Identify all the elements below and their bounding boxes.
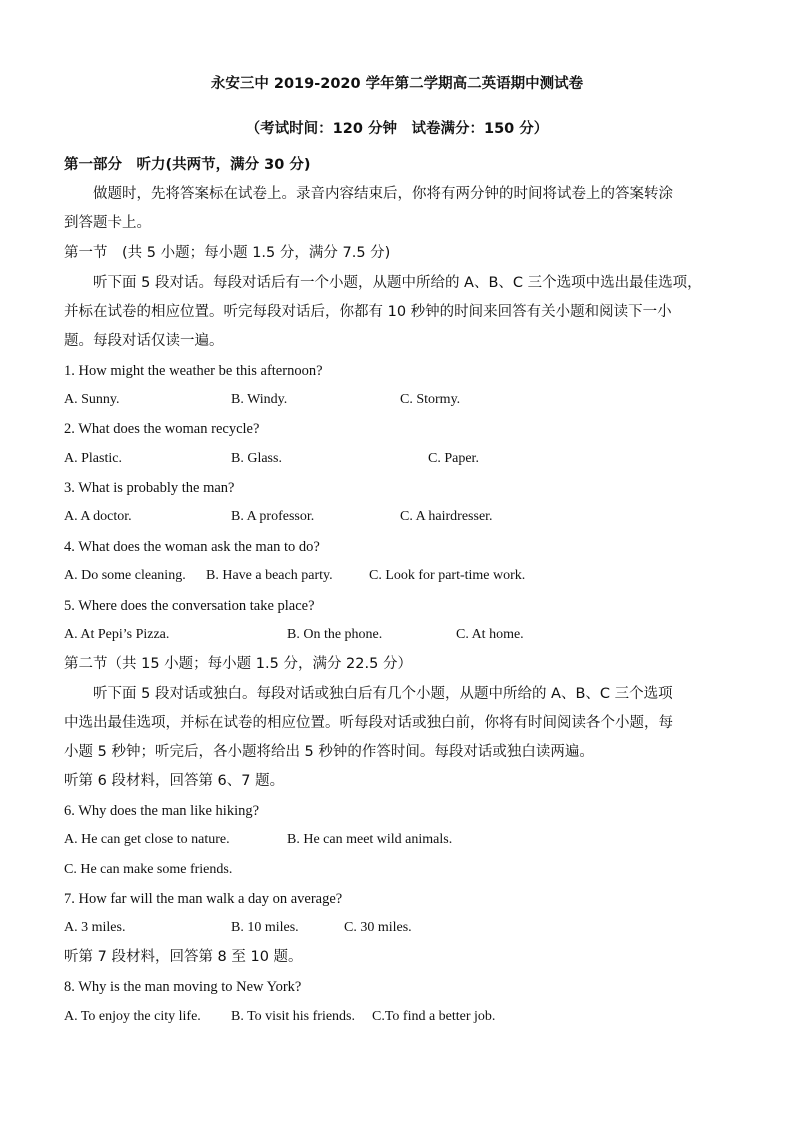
part1-instruction-line2: 到答题卡上。	[64, 215, 151, 231]
q6-option-c: C. He can make some friends.	[64, 862, 233, 877]
question-8: 8. Why is the man moving to New York?	[64, 979, 302, 995]
q8-option-c: C.To find a better job.	[372, 1009, 496, 1024]
q3-option-a: A. A doctor.	[64, 509, 132, 524]
q7-option-a: A. 3 miles.	[64, 920, 126, 935]
q2-option-b: B. Glass.	[231, 451, 282, 466]
section2-heading: 第二节（共 15 小题；每小题 1.5 分，满分 22.5 分）	[64, 656, 412, 672]
q5-option-a: A. At Pepi’s Pizza.	[64, 627, 170, 642]
q5-option-b: B. On the phone.	[287, 627, 383, 642]
q4-option-b: B. Have a beach party.	[206, 568, 333, 583]
q2-option-c: C. Paper.	[428, 451, 479, 466]
section1-instruction-line1: 听下面 5 段对话。每段对话后有一个小题，从题中所给的 A、B、C 三个选项中选出最佳选项，	[64, 275, 702, 291]
q4-option-c: C. Look for part-time work.	[369, 568, 526, 583]
q3-option-c: C. A hairdresser.	[400, 509, 493, 524]
question-6: 6. Why does the man like hiking?	[64, 803, 260, 819]
part1-instruction-line1: 做题时，先将答案标在试卷上。录音内容结束后，你将有两分钟的时间将试卷上的答案转涂	[64, 186, 673, 202]
section1-heading: 第一节 (共 5 小题；每小题 1.5 分，满分 7.5 分)	[64, 245, 391, 261]
q4-option-a: A. Do some cleaning.	[64, 568, 186, 583]
question-4: 4. What does the woman ask the man to do?	[64, 539, 320, 555]
q6-option-a: A. He can get close to nature.	[64, 832, 230, 847]
q7-option-c: C. 30 miles.	[344, 920, 412, 935]
material-6-note: 听第 6 段材料，回答第 6、7 题。	[64, 773, 285, 789]
section2-instruction-line2: 中选出最佳选项，并标在试卷的相应位置。听每段对话或独白前，你将有时间阅读各个小题，每	[64, 715, 673, 731]
page-title: 永安三中 2019-2020 学年第二学期高二英语期中测试卷	[210, 76, 584, 92]
q1-option-c: C. Stormy.	[400, 392, 461, 407]
exam-info: （考试时间：120 分钟 试卷满分：150 分）	[245, 121, 549, 137]
q8-option-b: B. To visit his friends.	[231, 1009, 355, 1024]
q2-option-a: A. Plastic.	[64, 451, 122, 466]
question-3: 3. What is probably the man?	[64, 480, 235, 496]
question-2: 2. What does the woman recycle?	[64, 421, 260, 437]
q3-option-b: B. A professor.	[231, 509, 315, 524]
section2-instruction-line3: 小题 5 秒钟；听完后，各小题将给出 5 秒钟的作答时间。每段对话或独白读两遍。	[64, 744, 594, 760]
q8-option-a: A. To enjoy the city life.	[64, 1009, 201, 1024]
q5-option-c: C. At home.	[456, 627, 524, 642]
q1-option-b: B. Windy.	[231, 392, 288, 407]
question-5: 5. Where does the conversation take place?	[64, 598, 315, 614]
question-7: 7. How far will the man walk a day on average?	[64, 891, 343, 907]
q7-option-b: B. 10 miles.	[231, 920, 299, 935]
question-1: 1. How might the weather be this afternoon?	[64, 363, 323, 379]
section1-instruction-line3: 题。每段对话仅读一遍。	[64, 333, 224, 349]
part1-heading: 第一部分 听力(共两节，满分 30 分)	[64, 157, 311, 173]
q1-option-a: A. Sunny.	[64, 392, 120, 407]
q6-option-b: B. He can meet wild animals.	[287, 832, 453, 847]
section1-instruction-line2: 并标在试卷的相应位置。听完每段对话后，你都有 10 秒钟的时间来回答有关小题和阅读下一小	[64, 304, 672, 320]
material-7-note: 听第 7 段材料，回答第 8 至 10 题。	[64, 949, 303, 965]
section2-instruction-line1: 听下面 5 段对话或独白。每段对话或独白后有几个小题，从题中所给的 A、B、C 三个选项	[64, 686, 673, 702]
